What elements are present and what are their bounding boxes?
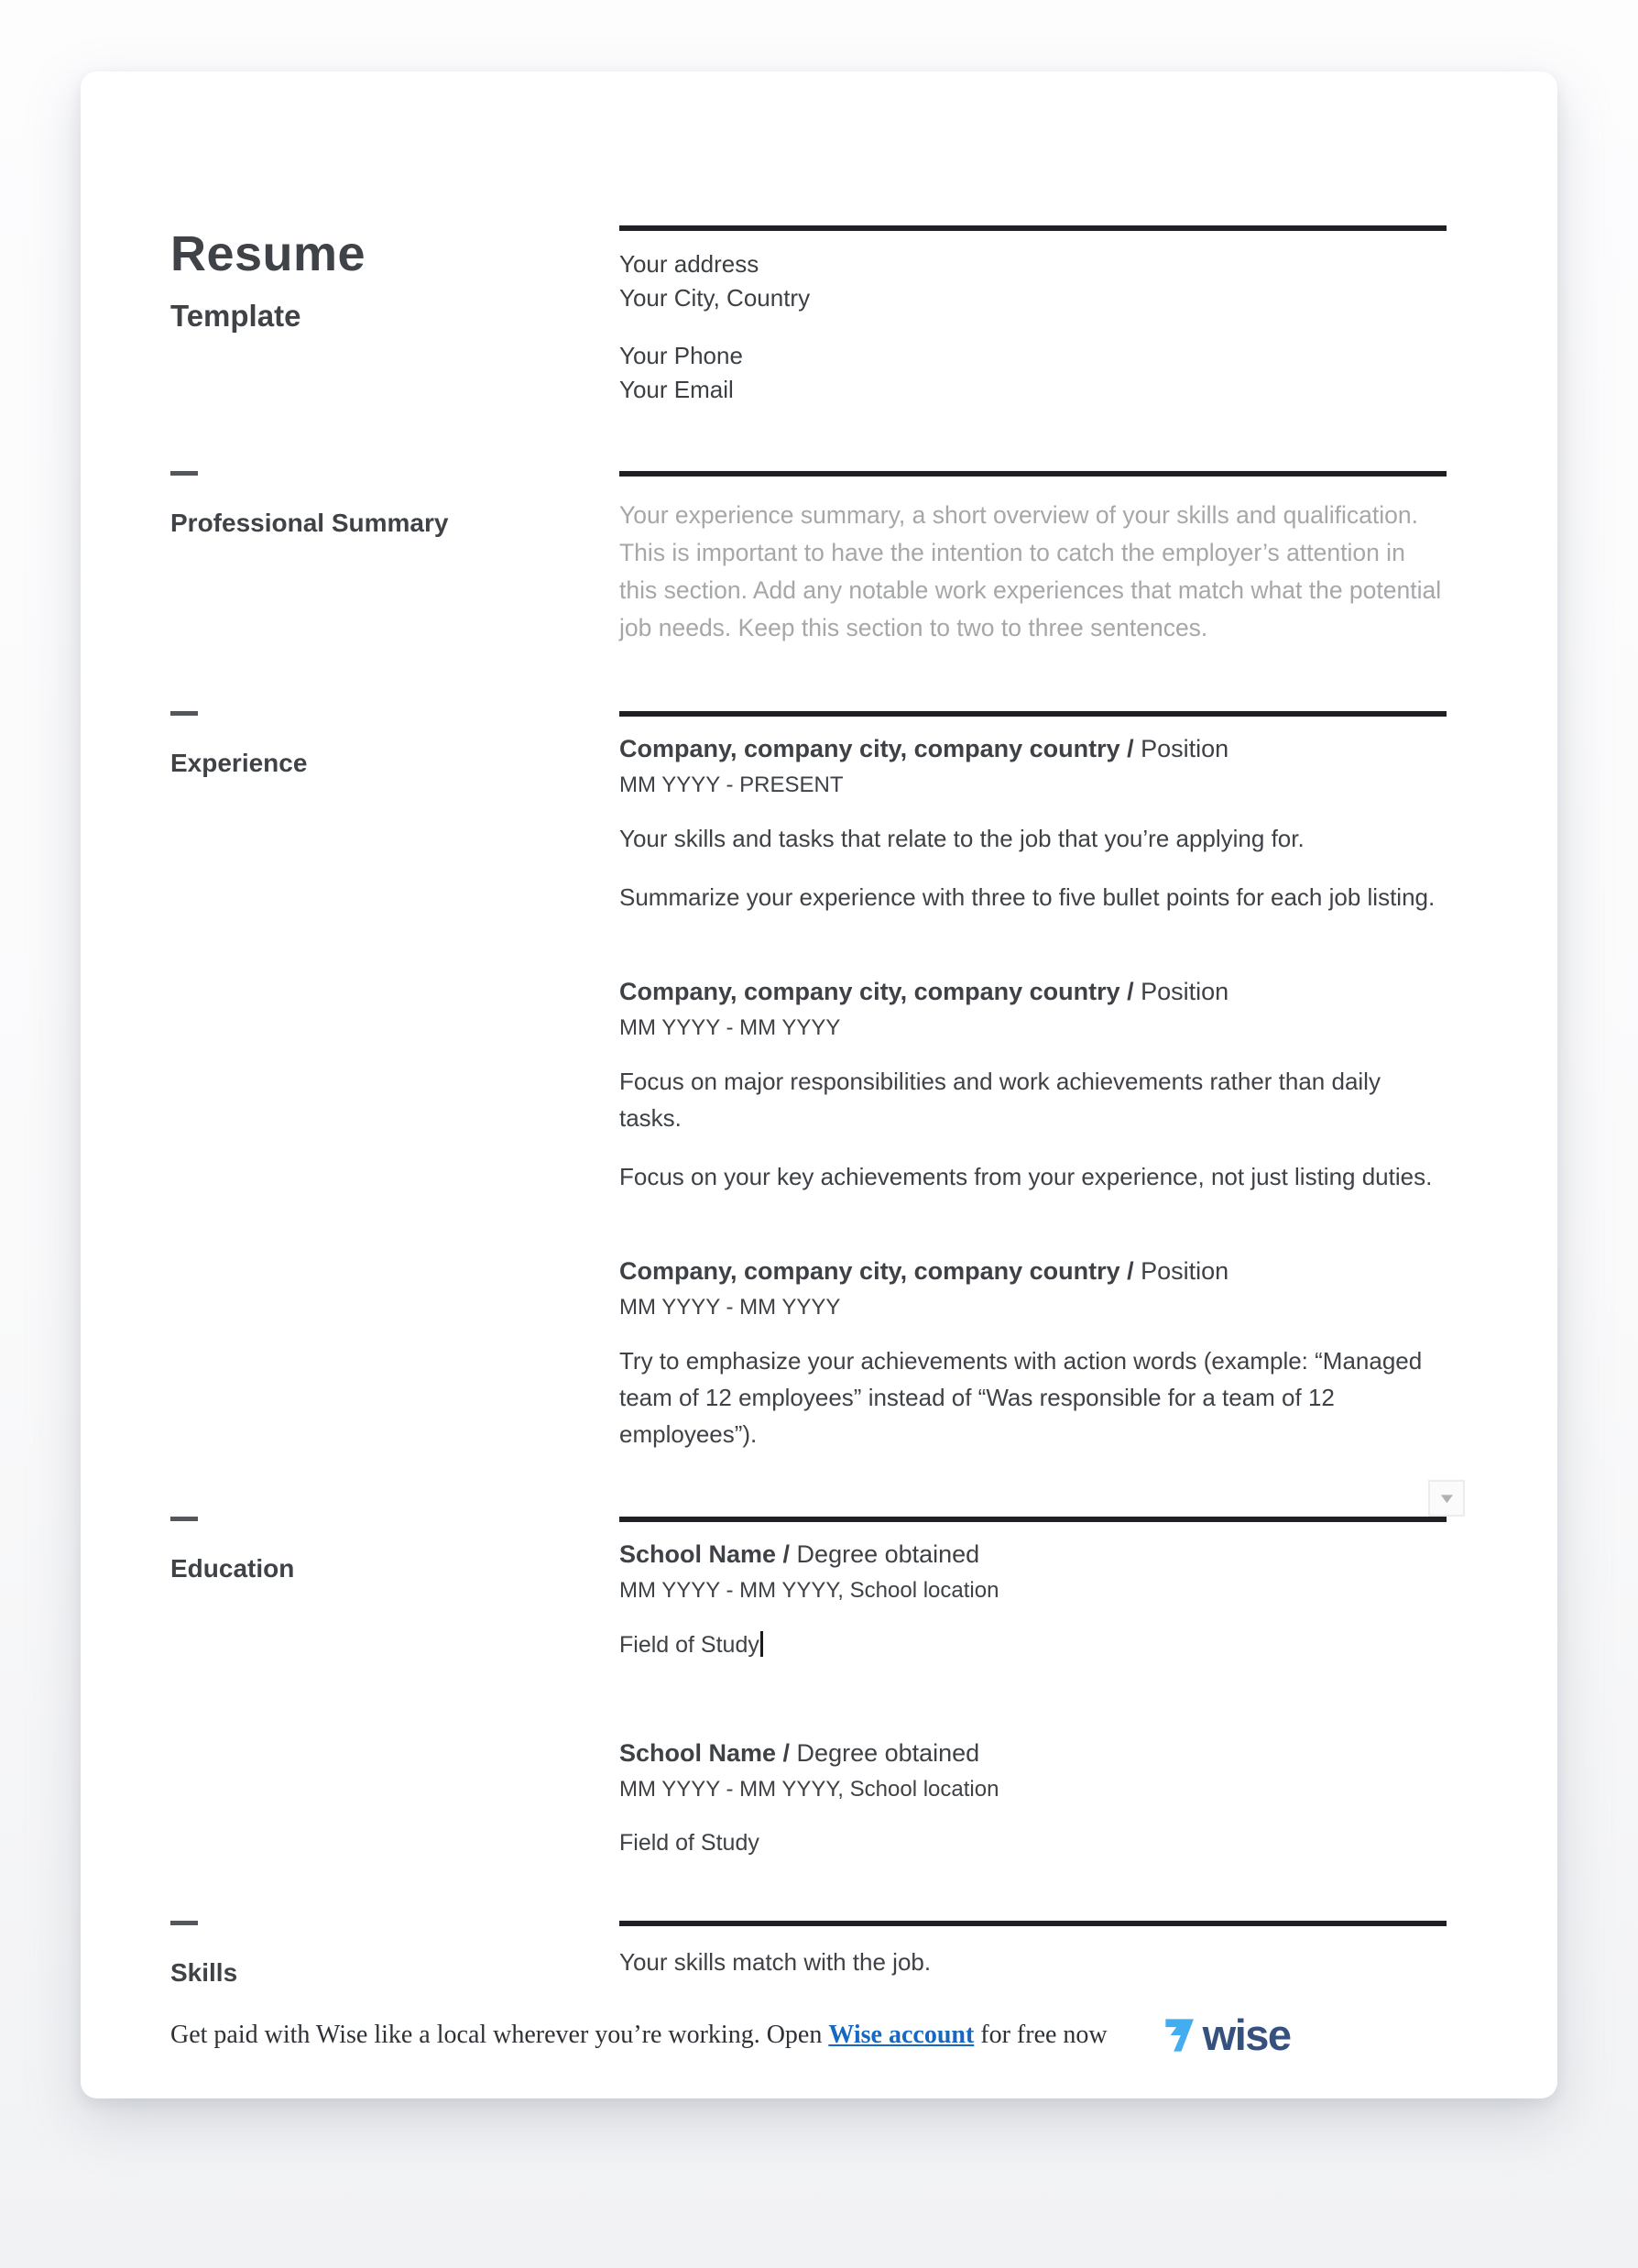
- dropdown-button[interactable]: [1428, 1480, 1465, 1517]
- page-background: [0, 71, 1638, 2268]
- school-name: School Name /: [619, 1540, 791, 1568]
- school-name: School Name /: [619, 1739, 791, 1767]
- skills-heading: Skills: [170, 1958, 238, 1987]
- footer-text-after-link: for free now: [974, 2020, 1108, 2049]
- summary-content: [619, 471, 1447, 647]
- contact-block: [619, 225, 1447, 407]
- wise-account-link[interactable]: Wise account: [828, 2020, 975, 2049]
- experience-entry-paragraph: Your skills and tasks that relate to the job that you’re applying for.: [619, 825, 1305, 852]
- section-experience: [170, 711, 1447, 1452]
- education-entry-dates: MM YYYY - MM YYYY, School location: [619, 1578, 999, 1603]
- education-entry-dates: MM YYYY - MM YYYY, School location: [619, 1777, 999, 1802]
- experience-content: [619, 711, 1447, 1452]
- resume-document-card: [81, 71, 1557, 2098]
- footer: [170, 2013, 1447, 2098]
- section-dash: [170, 1517, 198, 1521]
- section-education: [170, 1490, 1458, 1857]
- experience-entry: [619, 1255, 1447, 1452]
- degree-label: Degree obtained: [790, 1739, 980, 1767]
- wise-flag-icon: [1164, 2017, 1199, 2054]
- experience-entry: [619, 733, 1447, 915]
- section-dash: [170, 711, 198, 716]
- section-professional-summary: [170, 471, 1447, 647]
- experience-entry-paragraph: Try to emphasize your achievements with action words (example: “Managed team of 12 employees” instead of “Was responsible for a team of 12 employees”).: [619, 1347, 1423, 1448]
- education-heading: Education: [170, 1554, 295, 1583]
- contact-phone: Your Phone: [619, 342, 743, 369]
- education-field-of-study: [619, 1830, 1447, 1857]
- education-content: [619, 1490, 1458, 1857]
- skills-content: [619, 1921, 1447, 1977]
- experience-entry-paragraph: Summarize your experience with three to five bullet points for each job listing.: [619, 883, 1436, 911]
- education-label-column: [170, 1517, 619, 1583]
- summary-label-column: [170, 471, 619, 538]
- field-of-study-text: Field of Study: [619, 1632, 759, 1658]
- contact-address: Your address: [619, 250, 759, 278]
- header-section: [170, 225, 1447, 407]
- experience-entry-title: [619, 976, 1447, 1007]
- footer-promo-text: [170, 2021, 1108, 2050]
- experience-entry-title: [619, 733, 1447, 764]
- experience-entry-dates: MM YYYY - PRESENT: [619, 772, 844, 797]
- contact-city-country: Your City, Country: [619, 284, 811, 312]
- position-label: Position: [1133, 1257, 1229, 1285]
- footer-text-before-link: Get paid with Wise like a local wherever you’re working. Open: [170, 2020, 829, 2049]
- education-entry-title: [619, 1737, 1447, 1769]
- contact-spacer: [619, 315, 1447, 339]
- wise-wordmark: wise: [1202, 2011, 1291, 2059]
- section-dash: [170, 471, 198, 476]
- experience-entry-dates: MM YYYY - MM YYYY: [619, 1295, 841, 1320]
- skills-text: Your skills match with the job.: [619, 1948, 932, 1976]
- education-entry-title: [619, 1539, 1447, 1570]
- degree-label: Degree obtained: [790, 1540, 980, 1568]
- education-entry: [619, 1737, 1447, 1857]
- company-name: Company, company city, company country /: [619, 1257, 1134, 1285]
- experience-entry-title: [619, 1255, 1447, 1287]
- summary-placeholder-text: Your experience summary, a short overview of your skills and qualification. This is important to have the intention to catch the employer’s attention in this section. Add any notable work experiences that match what the potential job needs. Keep this section to two to three sentences.: [619, 501, 1442, 641]
- experience-entry-paragraph: Focus on your key achievements from your experience, not just listing duties.: [619, 1163, 1433, 1190]
- text-cursor: [760, 1631, 763, 1657]
- position-label: Position: [1133, 978, 1229, 1005]
- experience-label-column: [170, 711, 619, 778]
- experience-entry: [619, 976, 1447, 1195]
- section-skills: [170, 1921, 1447, 1988]
- education-entry: [619, 1539, 1447, 1659]
- wise-logo: [1164, 2011, 1291, 2059]
- summary-heading: Professional Summary: [170, 509, 449, 537]
- chevron-down-icon: ▼: [1436, 1490, 1458, 1507]
- experience-entry-paragraph: Focus on major responsibilities and work achievements rather than daily tasks.: [619, 1068, 1381, 1132]
- position-label: Position: [1133, 735, 1229, 762]
- company-name: Company, company city, company country /: [619, 735, 1134, 762]
- experience-heading: Experience: [170, 749, 308, 777]
- company-name: Company, company city, company country /: [619, 978, 1134, 1005]
- field-of-study-text: Field of Study: [619, 1830, 759, 1856]
- doc-subtitle: Template: [170, 299, 301, 333]
- skills-label-column: [170, 1921, 619, 1988]
- doc-title: Resume: [170, 226, 366, 281]
- experience-entry-dates: MM YYYY - MM YYYY: [619, 1015, 841, 1040]
- contact-email: Your Email: [619, 376, 734, 403]
- header-label-column: [170, 225, 619, 334]
- section-dash: [170, 1921, 198, 1925]
- education-field-of-study[interactable]: [619, 1631, 1447, 1659]
